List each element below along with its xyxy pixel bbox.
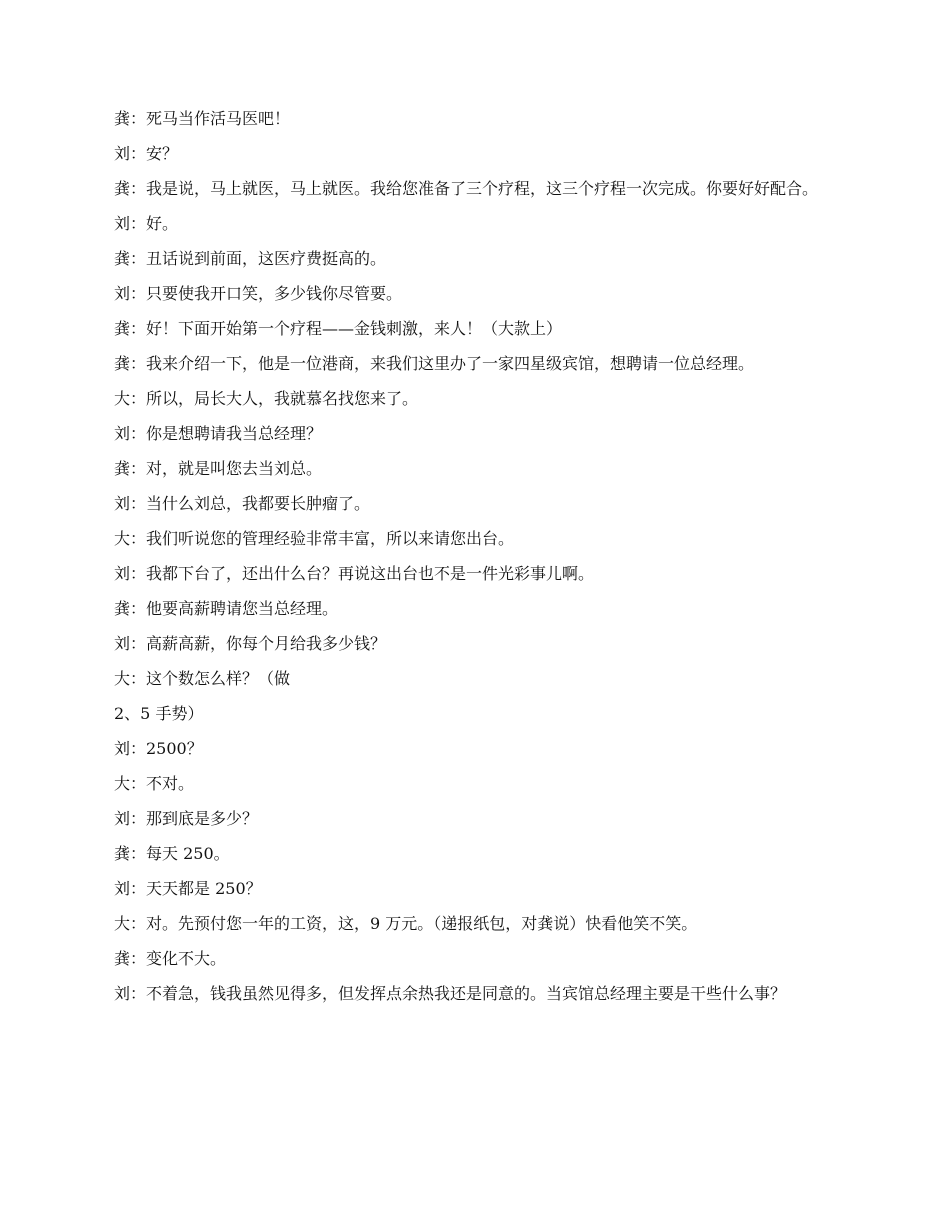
dialogue-line: 刘：天天都是 250？ (114, 879, 262, 898)
dialogue-line: 龚：死马当作活马医吧！ (114, 109, 291, 128)
dialogue-line: 龚：变化不大。 (114, 949, 227, 968)
dialogue-script (114, 110, 836, 1020)
dialogue-line: 大：所以，局长大人，我就慕名找您来了。 (114, 389, 419, 408)
dialogue-line: 刘：2500？ (114, 739, 203, 758)
dialogue-line: 刘：当什么刘总，我都要长肿瘤了。 (114, 494, 371, 513)
dialogue-line: 大：对。先预付您一年的工资，这，9 万元。（递报纸包，对龚说）快看他笑不笑。 (114, 914, 698, 933)
dialogue-line: 刘：只要使我开口笑，多少钱你尽管要。 (114, 284, 403, 303)
dialogue-line: 2、5 手势） (114, 704, 204, 723)
dialogue-line: 龚：我来介绍一下，他是一位港商，来我们这里办了一家四星级宾馆，想聘请一位总经理。 (114, 354, 755, 373)
dialogue-line: 大：不对。 (114, 774, 195, 793)
dialogue-line: 刘：那到底是多少？ (114, 809, 259, 828)
dialogue-line: 刘：你是想聘请我当总经理？ (114, 424, 323, 443)
dialogue-line: 刘：不着急，钱我虽然见得多，但发挥点余热我还是同意的。当宾馆总经理主要是干些什么事？ (114, 984, 787, 1003)
dialogue-line: 龚：我是说，马上就医，马上就医。我给您准备了三个疗程，这三个疗程一次完成。你要好好配合。 (114, 179, 819, 198)
dialogue-line: 大：我们听说您的管理经验非常丰富，所以来请您出台。 (114, 529, 515, 548)
dialogue-line: 刘：好。 (114, 214, 179, 233)
dialogue-line: 大：这个数怎么样？（做 (114, 669, 291, 688)
dialogue-line: 龚：丑话说到前面，这医疗费挺高的。 (114, 249, 387, 268)
dialogue-line: 龚：好！下面开始第一个疗程——金钱刺激，来人！（大款上） (114, 319, 563, 338)
dialogue-line: 刘：我都下台了，还出什么台？再说这出台也不是一件光彩事儿啊。 (114, 564, 595, 583)
dialogue-line: 龚：每天 250。 (114, 844, 230, 863)
dialogue-line: 刘：高薪高薪，你每个月给我多少钱？ (114, 634, 387, 653)
dialogue-line: 刘：安？ (114, 144, 179, 163)
dialogue-line: 龚：他要高薪聘请您当总经理。 (114, 599, 339, 618)
dialogue-line: 龚：对，就是叫您去当刘总。 (114, 459, 323, 478)
